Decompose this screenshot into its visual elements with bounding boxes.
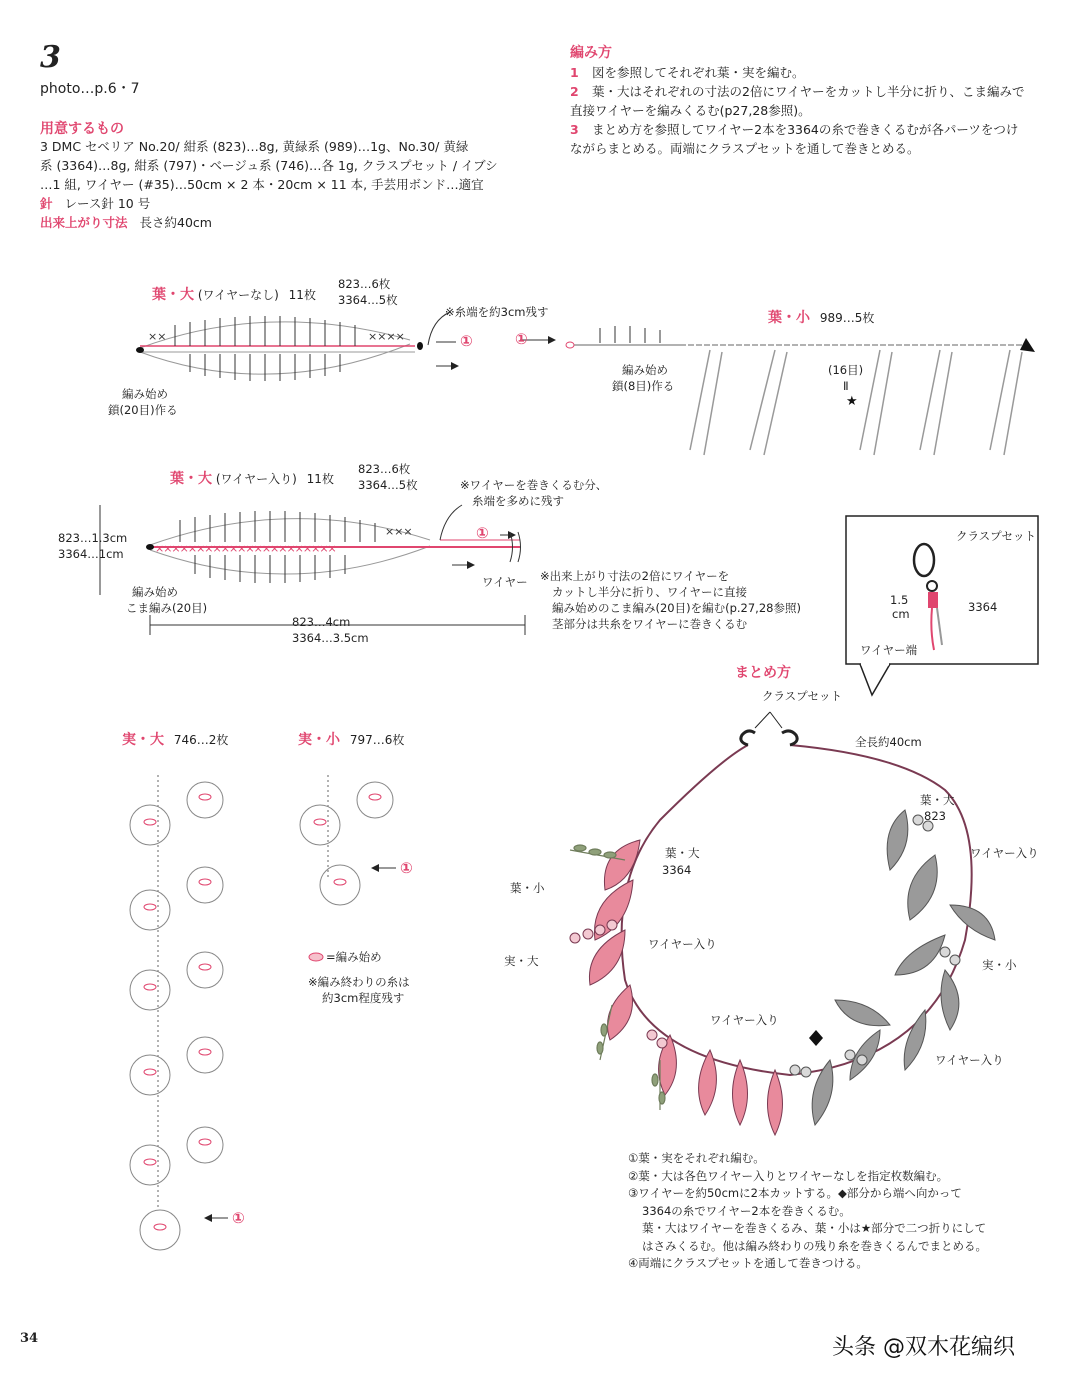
method-step: ながらまとめる。両端にクラスプセットを通して巻きとめる。	[570, 141, 920, 156]
berry-note-2: 約3cm程度残す	[322, 991, 405, 1005]
leaf-large-wire-height-1: 823…1.3cm	[58, 531, 128, 545]
leaf-large-wire-note-5: 編み始めのこま編み(20目)を編む(p.27,28参照)	[552, 601, 801, 615]
leaf-large-nowire-color-2: 3364…5枚	[338, 293, 398, 307]
assembly-clasp-label: クラスプセット	[762, 689, 843, 703]
assembly-wire-label-1: ワイヤー入り	[970, 846, 1039, 860]
leaf-large-wire-note-1: ※ワイヤーを巻きくるむ分、	[460, 478, 608, 492]
materials-line-3: …1 組, ワイヤー (#35)…50cm × 2 本・20cm × 11 本, 手芸用ボンド…適宜	[40, 177, 484, 192]
leaf-large-wire-color-1: 823…6枚	[358, 462, 411, 476]
leaf-small-chart	[520, 326, 1035, 455]
assembly-step: ③ワイヤーを約50cmに2本カットする。◆部分から端へ向かって	[628, 1186, 962, 1200]
leaf-large-wire-note-3: ※出来上がり寸法の2倍にワイヤーを	[540, 569, 730, 583]
assembly-leaf-large-823: 葉・大	[920, 793, 955, 807]
leaf-large-nowire-chart	[136, 312, 458, 381]
method-step: 2 葉・大はそれぞれの寸法の2倍にワイヤーをカットし半分に折り、こま編みで	[570, 84, 1025, 99]
svg-text:××××××××××××××××××××××: ××××××××××××××××××××××	[155, 542, 336, 555]
leaf-small-sixteen: (16目)	[828, 363, 864, 377]
photo-ref: photo…p.6・7	[40, 81, 140, 97]
materials-line-2: 系 (3364)…8g, 紺系 (797)・ベージュ系 (746)…各 1g, クラスプセット / イブシ	[40, 158, 498, 173]
step-marker: ①	[476, 524, 489, 542]
necklace-assembly	[570, 712, 995, 1135]
assembly-step: ④両端にクラスプセットを通して巻きつける。	[628, 1256, 868, 1270]
leaf-large-wire-color-2: 3364…5枚	[358, 478, 418, 492]
size-value: 長さ約40cm	[139, 215, 212, 230]
method-step: 1 図を参照してそれぞれ葉・実を編む。	[570, 65, 805, 80]
method-title: 編み方	[570, 45, 612, 61]
assembly-wire-label-4: ワイヤー入り	[935, 1053, 1004, 1067]
leaf-large-nowire-title: 葉・大 (ワイヤーなし) 11枚	[152, 287, 316, 303]
assembly-wire-label-2: ワイヤー入り	[648, 937, 717, 951]
watermark: 头条 @双木花编织	[832, 1335, 1015, 1360]
svg-text:×××: ×××	[385, 525, 413, 538]
assembly-berry-large: 実・大	[504, 954, 539, 968]
leaf-large-wire-width-1: 823…4cm	[292, 615, 351, 629]
method-step: 3 まとめ方を参照してワイヤー2本を3364の糸で巻きくるむが各パーツをつけ	[570, 122, 1019, 137]
assembly-step: ②葉・大は各色ワイヤー入りとワイヤーなしを指定枚数編む。	[628, 1168, 949, 1183]
assembly-step: ①葉・実をそれぞれ編む。	[628, 1151, 765, 1165]
leaf-large-wire-start-2: こま編み(20目)	[126, 601, 208, 615]
assembly-berry-small: 実・小	[982, 958, 1017, 972]
step-marker: ①	[515, 330, 528, 348]
leaf-small-equals: Ⅱ	[843, 379, 849, 393]
assembly-step: 葉・大はワイヤーを巻きくるみ、葉・小は★部分で二つ折りにして	[642, 1221, 987, 1235]
method-step: 直接ワイヤーを編みくるむ(p27,28参照)。	[570, 103, 811, 118]
leaf-large-wire-note-4: カットし半分に折り、ワイヤーに直接	[552, 585, 748, 599]
assembly-steps	[628, 1150, 987, 1273]
assembly-wire-label-3: ワイヤー入り	[710, 1013, 779, 1027]
clasp-box-wire-end: ワイヤー端	[860, 643, 918, 657]
svg-text:××: ××	[148, 330, 167, 343]
needle-value: レース針 10 号	[64, 196, 151, 211]
step-marker: ①	[400, 859, 413, 877]
clasp-box-length-1: 1.5	[890, 593, 909, 607]
page-number: 34	[20, 1331, 39, 1346]
pattern-number: 3	[40, 40, 61, 75]
materials-line-1: 3 DMC セベリア No.20/ 紺系 (823)…8g, 黄緑系 (989)…1g、No.30/ 黄緑	[40, 139, 469, 154]
size-label: 出来上がり寸法	[40, 215, 128, 230]
leaf-large-wire-title: 葉・大 (ワイヤー入り) 11枚	[170, 471, 334, 487]
leaf-large-wire-note-2: 糸端を多めに残す	[472, 494, 564, 508]
leaf-large-nowire-start-2: 鎖(20目)作る	[108, 403, 178, 417]
materials-title: 用意するもの	[40, 121, 124, 137]
assembly-leaf-small: 葉・小	[510, 881, 545, 895]
leaf-small-start-2: 鎖(8目)作る	[612, 379, 675, 393]
leaf-large-nowire-color-1: 823…6枚	[338, 277, 391, 291]
berry-legend: =編み始め	[326, 950, 382, 964]
assembly-leaf-large-823-code: 823	[924, 809, 946, 823]
step-marker: ①	[460, 332, 473, 350]
assembly-step: 3364の糸でワイヤー2本を巻きくるむ。	[642, 1203, 851, 1218]
assembly-step: はさみくるむ。他は編み終わりの残り糸を巻きくるんでまとめる。	[642, 1238, 987, 1253]
step-marker: ①	[232, 1209, 245, 1227]
clasp-box-length-2: cm	[892, 607, 910, 621]
berry-large-chart	[130, 775, 228, 1250]
assembly-leaf-large-3364: 葉・大	[665, 846, 700, 860]
berry-small-chart	[300, 775, 396, 961]
leaf-large-wire-width-2: 3364…3.5cm	[292, 631, 369, 645]
leaf-small-title: 葉・小 989…5枚	[768, 310, 875, 326]
leaf-small-start-1: 編み始め	[622, 363, 668, 377]
berry-small-title: 実・小 797…6枚	[298, 732, 405, 748]
berry-note-1: ※編み終わりの糸は	[308, 975, 410, 989]
leaf-large-nowire-start-1: 編み始め	[122, 387, 168, 401]
assembly-total-length: 全長約40cm	[855, 735, 922, 749]
assembly-leaf-large-3364-code: 3364	[662, 863, 692, 877]
svg-text:★: ★	[846, 394, 858, 409]
needle-label: 針	[40, 196, 53, 211]
svg-text:××××: ××××	[368, 330, 405, 343]
leaf-large-wire-height-2: 3364…1cm	[58, 547, 124, 561]
clasp-box-code: 3364	[968, 600, 998, 614]
leaf-large-wire-wire-label: ワイヤー	[482, 575, 528, 589]
leaf-large-nowire-note: ※糸端を約3cm残す	[445, 305, 549, 319]
berry-large-title: 実・大 746…2枚	[122, 732, 229, 748]
assembly-title: まとめ方	[735, 665, 791, 681]
clasp-box-clasp-label: クラスプセット	[956, 529, 1037, 543]
leaf-large-wire-start-1: 編み始め	[132, 585, 178, 599]
leaf-large-wire-note-6: 茎部分は共糸をワイヤーに巻きくるむ	[552, 617, 748, 631]
